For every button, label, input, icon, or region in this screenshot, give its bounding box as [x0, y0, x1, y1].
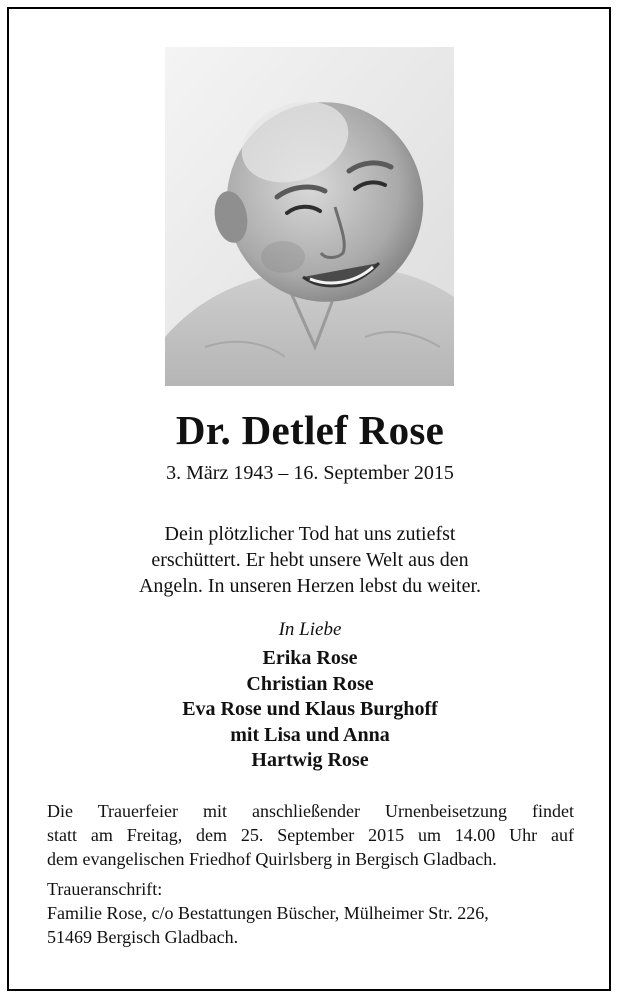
mourner-name: Christian Rose — [246, 672, 374, 695]
ceremony-line: Die Trauerfeier mit anschließender Urnenbeisetzung findet — [47, 801, 574, 821]
verse-line: erschüttert. Er hebt unsere Welt aus den — [151, 549, 469, 571]
address-line: Familie Rose, c/o Bestattungen Büscher, Mülheimer Str. 226, — [47, 903, 489, 923]
portrait-photo — [165, 47, 454, 386]
mourner-name: Erika Rose — [262, 647, 358, 669]
mourners-list — [0, 646, 620, 774]
ceremony-details — [47, 799, 574, 871]
memorial-verse — [100, 521, 520, 599]
in-liebe-heading: In Liebe — [278, 619, 342, 640]
condolence-address — [47, 877, 574, 949]
mourner-name: Eva Rose und Klaus Burghoff — [182, 698, 438, 721]
address-label: Traueranschrift: — [47, 879, 163, 899]
verse-line: Dein plötzlicher Tod hat uns zutiefst — [164, 523, 456, 545]
verse-line: Angeln. In unseren Herzen lebst du weiter. — [138, 575, 482, 597]
mourner-name: Hartwig Rose — [251, 749, 369, 772]
life-dates: 3. März 1943 – 16. September 2015 — [166, 462, 454, 484]
mourner-name: mit Lisa und Anna — [230, 723, 390, 746]
ceremony-line: dem evangelischen Friedhof Quirlsberg in Bergisch Gladbach. — [47, 849, 497, 869]
address-line: 51469 Bergisch Gladbach. — [47, 927, 239, 947]
ceremony-line: statt am Freitag, dem 25. September 2015 um 14.00 Uhr auf — [47, 825, 574, 845]
deceased-name: Dr. Detlef Rose — [175, 407, 445, 453]
